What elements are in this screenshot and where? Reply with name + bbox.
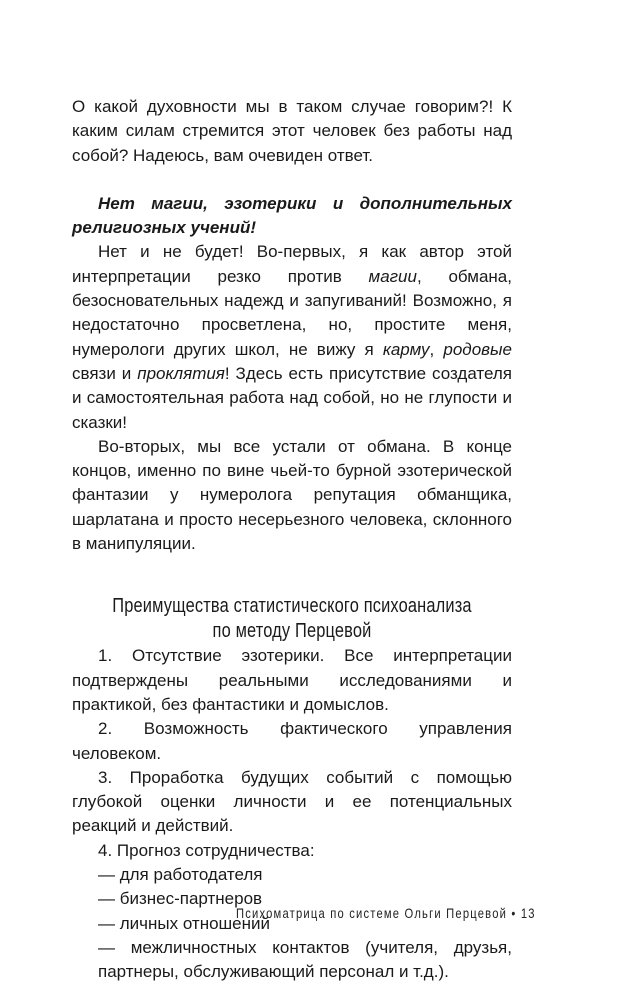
text-run: , обмана, безосновательных надежд и запугиваний! Возможно, я недостаточно просветлена, но, простите меня, нумерологи других школ, не вижу я	[72, 266, 512, 359]
text-run: ,	[429, 339, 444, 359]
italic-term: магии	[368, 266, 417, 286]
dash-item-partners: — бизнес-партнеров	[98, 889, 263, 909]
italic-term: родовые	[443, 339, 512, 359]
list-item-4: 4. Прогноз сотрудничества:	[98, 840, 315, 860]
page-number: 13	[521, 905, 536, 921]
running-title: Психоматрица по системе Ольги Перцевой	[236, 905, 508, 921]
dash-item-personal: — личных отношений	[98, 913, 271, 933]
section-title-line-2: по методу Перцевой	[212, 620, 372, 643]
italic-term: проклятия	[137, 363, 225, 383]
list-item-2: 2. Возможность фактического управления человеком.	[72, 719, 512, 763]
section-title	[112, 594, 473, 644]
text-run: Нет и не будет! Во-первых, я как автор этой интерпретации резко против	[72, 242, 512, 286]
bold-italic-heading: Нет магии, эзотерики и дополнительных религиозных учений!	[72, 193, 512, 238]
paragraph-no-magic	[72, 240, 512, 434]
text-run: ! Здесь есть присутствие создателя и самостоятельная работа над собой, но не глупости и сказки!	[72, 363, 513, 432]
italic-term: карму	[382, 339, 430, 359]
paragraph-second: Во-вторых, мы все устали от обмана. В конце концов, именно по вине чьей-то бурной эзотерической фантазии у нумеролога репутация обманщика, шарлатана и просто несерьезного человека, склонного в манипуляции.	[72, 436, 512, 554]
list-item-3: 3. Проработка будущих событий с помощью глубокой оценки личности и ее потенциальных реакций и действий.	[72, 767, 512, 836]
paragraph-intro: О какой духовности мы в таком случае говорим?! К каким силам стремится этот человек без работы над собой? Надеюсь, вам очевиден ответ.	[72, 97, 512, 165]
dash-item-interpersonal: — межличностных контактов (учителя, друзья, партнеры, обслуживающий персонал и т.д.).	[98, 937, 512, 982]
section-title-line-1: Преимущества статистического психоанализа	[112, 595, 472, 618]
list-item-1: 1. Отсутствие эзотерики. Все интерпретации подтверждены реальными исследованиями и практикой, без фантастики и домыслов.	[72, 646, 512, 714]
running-footer	[236, 905, 536, 921]
body-text	[72, 95, 512, 985]
text-run: связи и	[72, 363, 138, 383]
dash-item-employer: — для работодателя	[98, 865, 263, 885]
footer-bullet: •	[511, 905, 517, 921]
